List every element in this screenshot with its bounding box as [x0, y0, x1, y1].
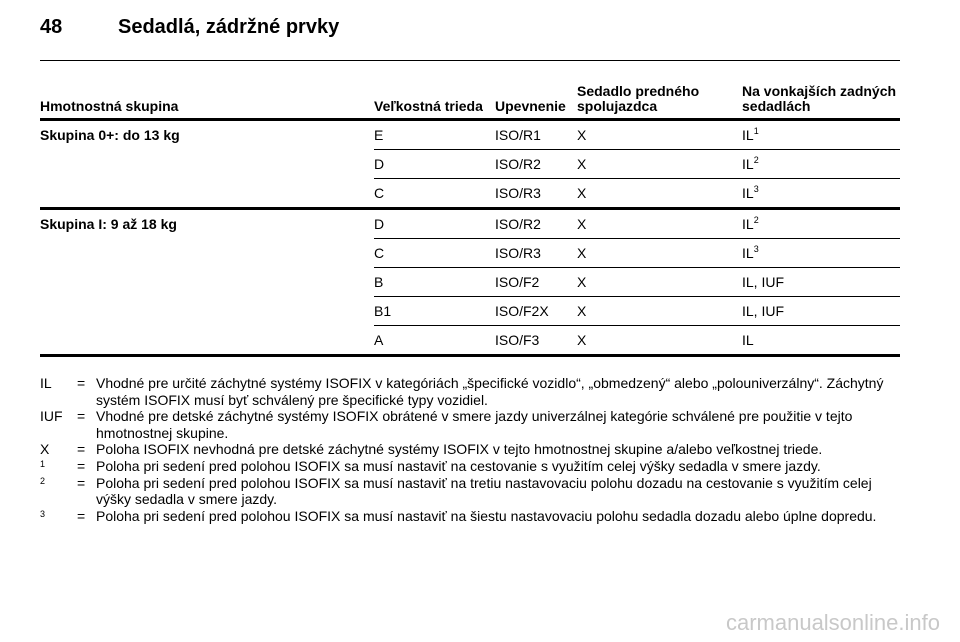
front-cell [577, 120, 742, 150]
size-value: A [374, 332, 384, 348]
note-text: Vhodné pre detské záchytné systémy ISOFIX obrátené v smere jazdy univerzálnej kategórie schválené pre použitie v tejto hmotnostnej skupine. [96, 408, 853, 441]
front-value: X [577, 303, 587, 319]
fixture-value: ISO/F3 [495, 332, 540, 348]
rear-value: IL, IUF [742, 303, 785, 319]
fixture-value: ISO/R2 [495, 216, 541, 232]
rear-cell [742, 239, 900, 268]
note-key: 1 [40, 458, 46, 469]
table-header-row [40, 78, 900, 120]
note-text: Poloha ISOFIX nevhodná pre detské záchytné systémy ISOFIX v tejto hmotnostnej skupine a/alebo veľkostnej triede. [96, 441, 823, 458]
front-cell [577, 209, 742, 239]
rear-value: IL, IUF [742, 274, 785, 290]
rear-cell [742, 120, 900, 150]
note-key: 3 [40, 508, 46, 519]
rear-value: IL [742, 127, 754, 143]
note-equals: = [77, 441, 86, 458]
rear-value: IL [742, 245, 754, 261]
note-text: Poloha pri sedení pred polohou ISOFIX sa musí nastaviť na tretiu nastavovaciu polohu dozadu na cestovanie s využitím celej výšky sedadla v smere jazdy. [96, 474, 872, 508]
fixture-value: ISO/R1 [495, 127, 541, 143]
front-cell [577, 150, 742, 179]
size-cell [374, 179, 495, 209]
note-equals: = [77, 457, 86, 474]
fixture-cell [495, 326, 577, 356]
col-header-weight-group: Hmotnostná skupina [40, 78, 374, 120]
footnote-marker: 3 [753, 244, 759, 254]
note-key: IL [40, 375, 52, 391]
size-cell [374, 239, 495, 268]
col-header-fixture: Upevnenie [495, 78, 577, 120]
fixture-value: ISO/R2 [495, 156, 541, 172]
size-value: D [374, 156, 385, 172]
note-item [40, 408, 910, 441]
col-header-rear-outboard: Na vonkajších zadných sedadlách [742, 78, 900, 120]
page-header [40, 16, 339, 39]
fixture-cell [495, 209, 577, 239]
col-header-size-class: Veľkostná trieda [374, 78, 495, 120]
note-key: IUF [40, 408, 63, 425]
rear-cell [742, 179, 900, 209]
rear-cell [742, 209, 900, 239]
size-value: B [374, 274, 384, 290]
fixture-cell [495, 268, 577, 297]
note-equals: = [77, 507, 86, 524]
note-key: 2 [40, 475, 46, 486]
size-value: B1 [374, 303, 392, 319]
size-value: D [374, 216, 385, 232]
fixture-cell [495, 179, 577, 209]
footnote-marker: 3 [753, 184, 759, 194]
note-item [40, 508, 910, 525]
rear-cell [742, 326, 900, 356]
note-equals: = [77, 408, 86, 425]
note-item [40, 441, 910, 458]
fixture-value: ISO/F2 [495, 274, 540, 290]
front-value: X [577, 245, 587, 261]
note-item [40, 458, 910, 475]
col-header-front-passenger: Sedadlo predného spolujazdca [577, 78, 742, 120]
note-item [40, 475, 910, 508]
size-cell [374, 326, 495, 356]
footnote-marker: 2 [753, 215, 759, 225]
fixture-cell [495, 150, 577, 179]
note-equals: = [77, 375, 86, 391]
front-cell [577, 268, 742, 297]
note-text: Vhodné pre určité záchytné systémy ISOFIX v kategóriách „špecifické vozidlo“, „obmedzený“ alebo „polouniverzálny“. Záchytný systém ISOFIX musí byť schválený pre špecifické typy vozidiel. [96, 375, 884, 408]
footnote-marker: 2 [753, 155, 759, 165]
fixture-value: ISO/F2X [495, 303, 549, 319]
size-value: C [374, 245, 385, 261]
fixture-cell [495, 120, 577, 150]
fixture-value: ISO/R3 [495, 185, 541, 201]
fixture-cell [495, 239, 577, 268]
rear-cell [742, 297, 900, 326]
note-key: X [40, 441, 50, 458]
size-cell [374, 268, 495, 297]
watermark: carmanualsonline.info [725, 610, 940, 635]
header-rule [40, 60, 900, 61]
front-value: X [577, 274, 587, 290]
note-equals: = [77, 474, 86, 491]
size-value: E [374, 127, 384, 143]
rear-value: IL [742, 216, 754, 232]
front-value: X [577, 156, 587, 172]
rear-cell [742, 268, 900, 297]
note-text: Poloha pri sedení pred polohou ISOFIX sa musí nastaviť na cestovanie s využitím celej výšky sedadla v smere jazdy. [96, 457, 821, 474]
front-value: X [577, 185, 587, 201]
legend-notes [40, 375, 910, 524]
fixture-value: ISO/R3 [495, 245, 541, 261]
size-cell [374, 297, 495, 326]
front-cell [577, 297, 742, 326]
note-item [40, 375, 910, 408]
size-cell [374, 209, 495, 239]
page-title: Sedadlá, zádržné prvky [118, 16, 340, 38]
front-value: X [577, 127, 587, 143]
fixture-cell [495, 297, 577, 326]
rear-value: IL [742, 156, 754, 172]
footnote-marker: 1 [753, 126, 759, 136]
front-cell [577, 326, 742, 356]
size-cell [374, 150, 495, 179]
rear-cell [742, 150, 900, 179]
weight-group-cell: Skupina 0+: do 13 kg [40, 120, 374, 209]
size-cell [374, 120, 495, 150]
table-row [40, 209, 900, 239]
front-cell [577, 179, 742, 209]
front-cell [577, 239, 742, 268]
size-value: C [374, 185, 385, 201]
rear-value: IL [742, 332, 754, 348]
note-text: Poloha pri sedení pred polohou ISOFIX sa musí nastaviť na šiestu nastavovaciu polohu sedadla dozadu alebo úplne dopredu. [96, 507, 877, 524]
table-row [40, 120, 900, 150]
page-number: 48 [40, 16, 63, 38]
rear-value: IL [742, 185, 754, 201]
front-value: X [577, 216, 587, 232]
front-value: X [577, 332, 587, 348]
weight-group-cell: Skupina I: 9 až 18 kg [40, 209, 374, 356]
isofix-table [40, 78, 900, 357]
